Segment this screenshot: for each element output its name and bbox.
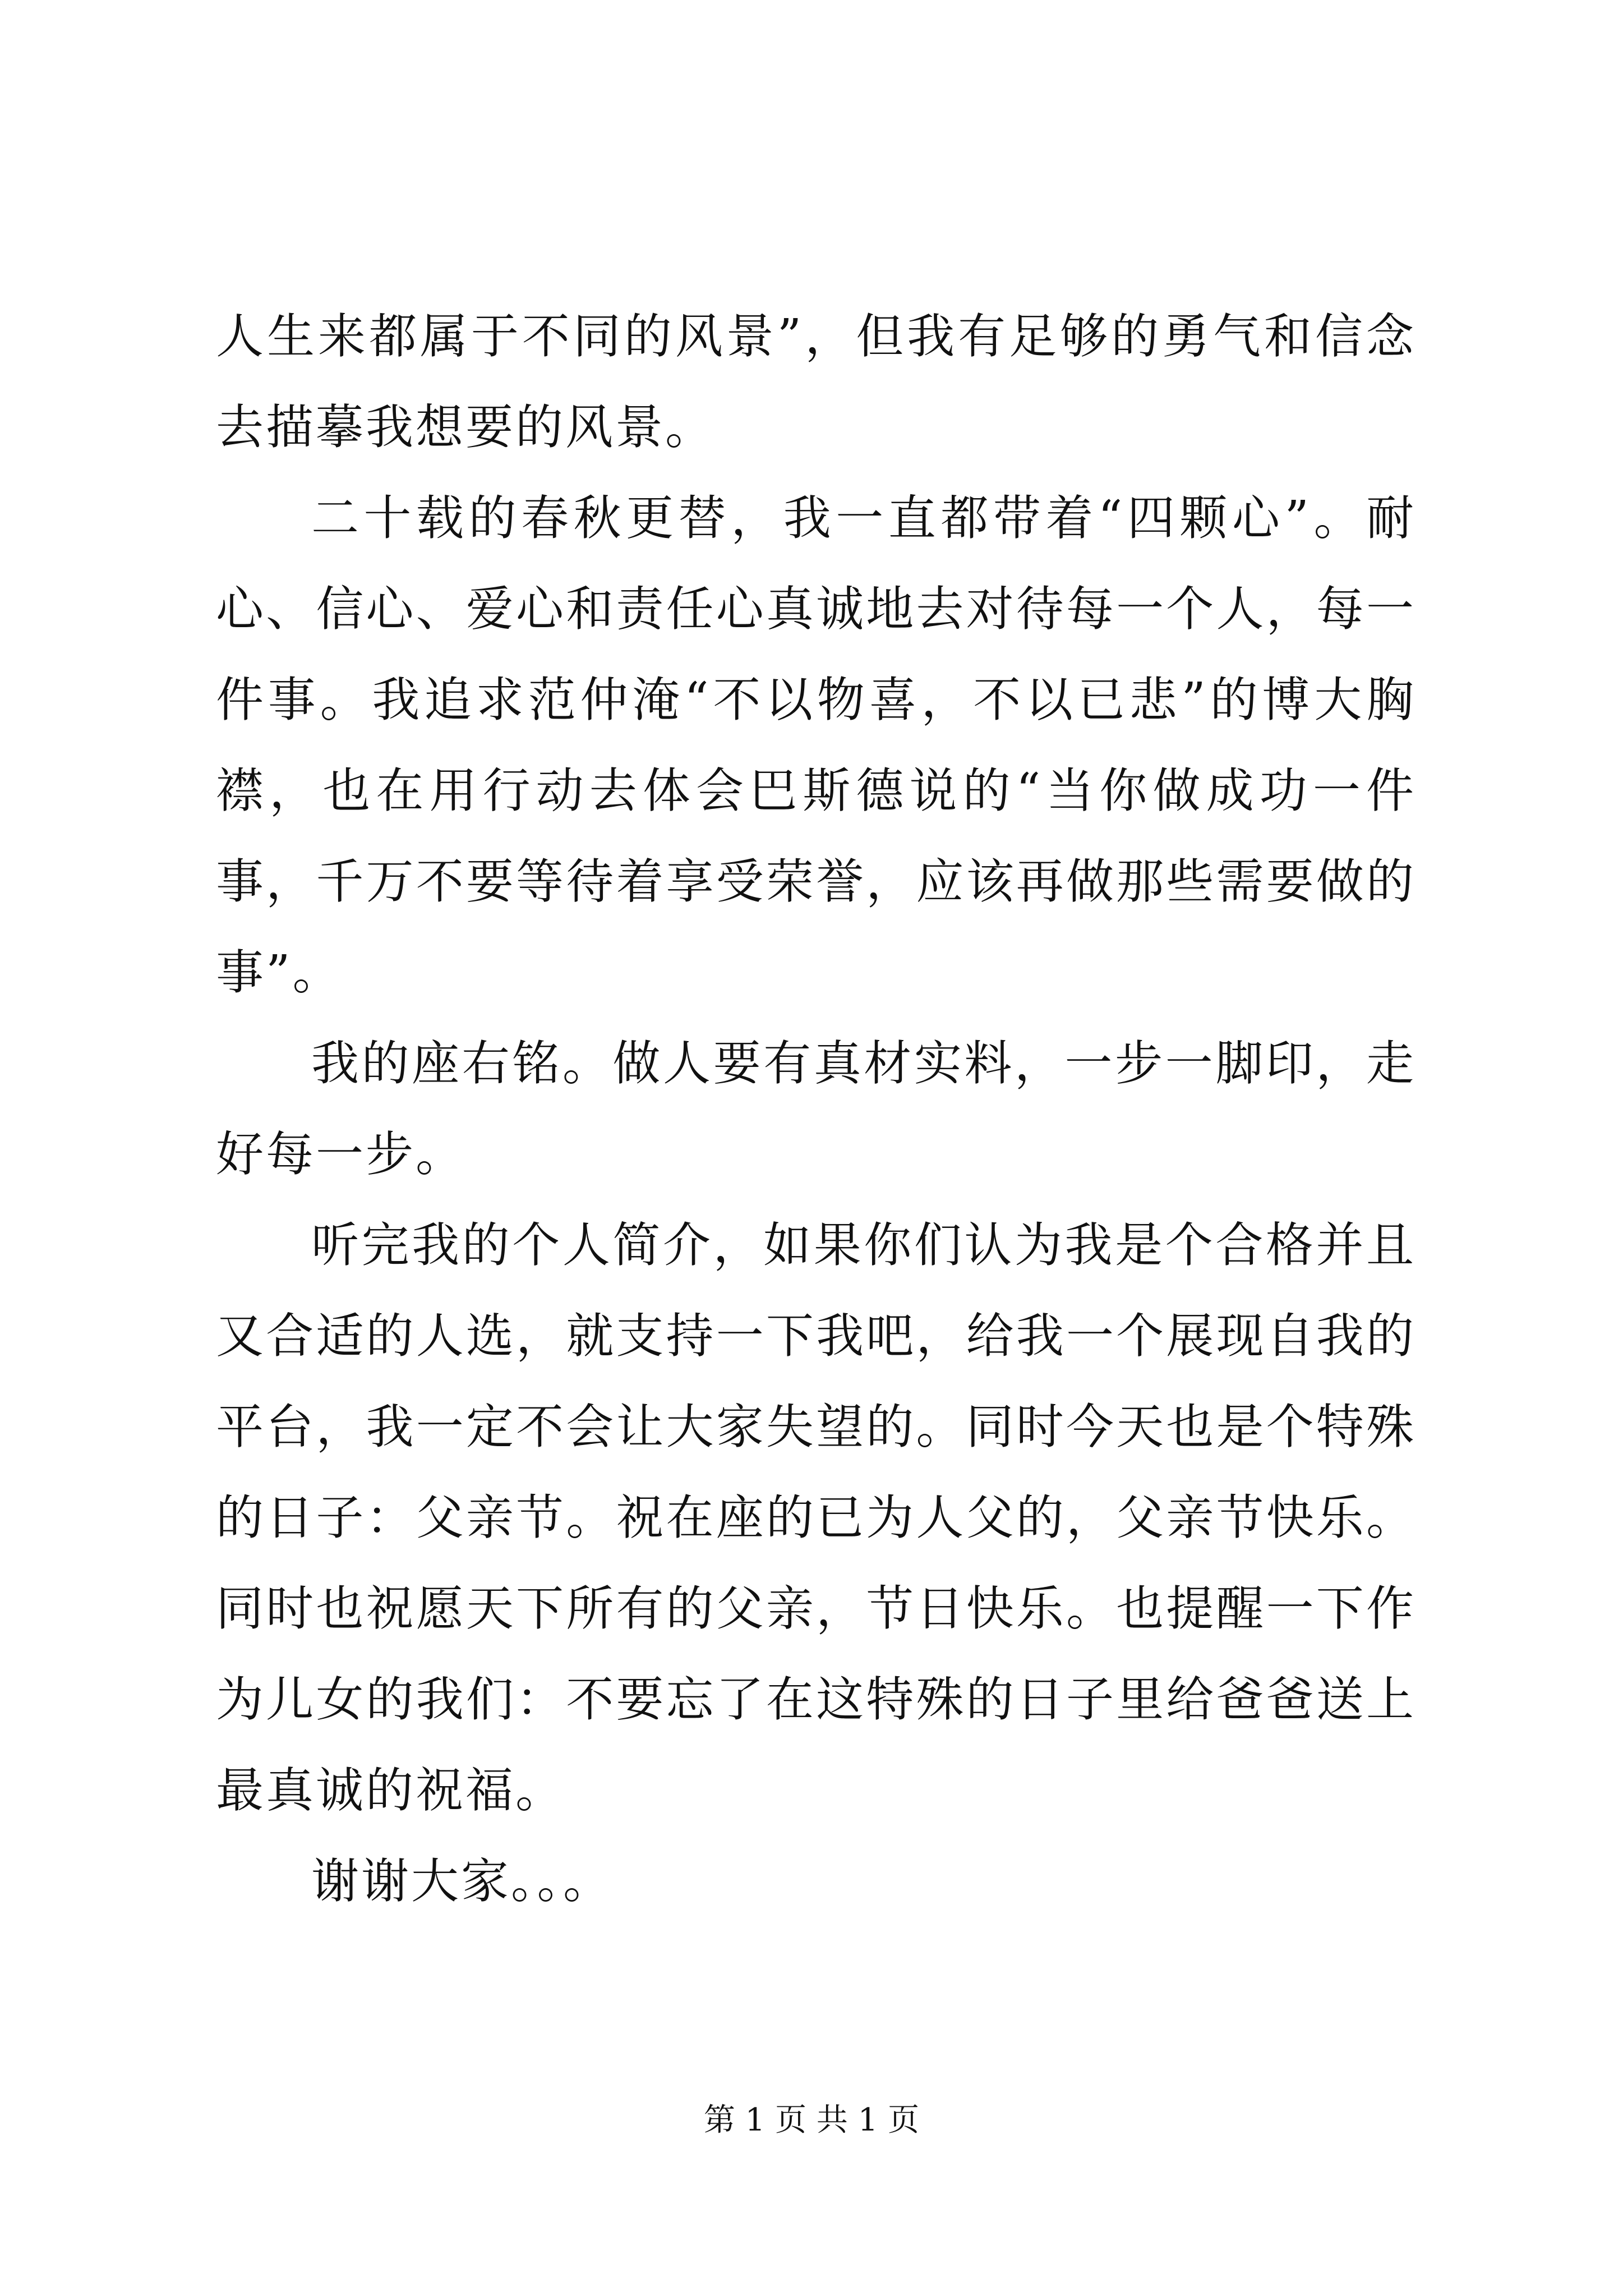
document-body — [216, 292, 1416, 1927]
paragraph-thanks: 谢谢大家。。。 — [311, 1854, 614, 1910]
page-footer: 第 1 页 共 1 页 — [703, 2102, 920, 2138]
paragraph-continuation: 人生来都属于不同的风景”，但我有足够的勇气和信念去描摹我想要的风景。 — [216, 309, 1416, 455]
paragraph-motto: 我的座右铭。做人要有真材实料，一步一脚印，走好每一步。 — [216, 1036, 1416, 1182]
paragraph-request-support: 听完我的个人简介，如果你们认为我是个合格并且又合适的人选，就支持一下我吧，给我一个展现自我的平台，我一定不会让大家失望的。同时今天也是个特殊的日子：父亲节。祝在座的已为人父的，父亲节快乐。同时也祝愿天下所有的父亲，节日快乐。也提醒一下作为儿女的我们：不要忘了在这特殊的日子里给爸爸送上最真诚的祝福。 — [216, 1218, 1416, 1819]
paragraph-four-hearts: 二十载的春秋更替，我一直都带着“四颗心”。耐心、信心、爱心和责任心真诚地去对待每一个人，每一件事。我追求范仲淹“不以物喜，不以已悲”的博大胸襟，也在用行动去体会巴斯德说的“当你做成功一件事，千万不要等待着享受荣誉，应该再做那些需要做的事”。 — [216, 491, 1416, 1001]
